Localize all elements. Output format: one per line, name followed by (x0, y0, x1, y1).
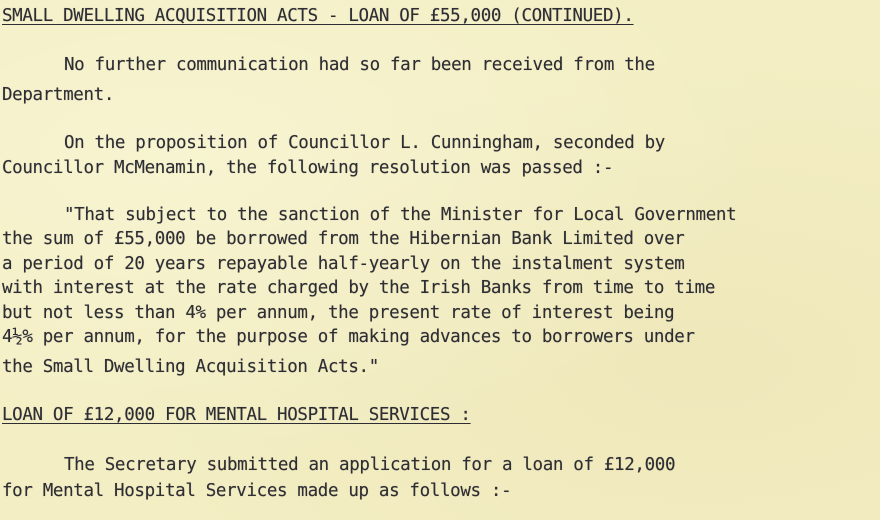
resolution-line: 4½% per annum, for the purpose of making advances to borrowers under (2, 327, 695, 347)
paragraph-line: Department. (2, 85, 115, 105)
resolution-line: the Small Dwelling Acquisition Acts." (2, 357, 379, 377)
paragraph-line: for Mental Hospital Services made up as follows :- (2, 481, 512, 501)
paragraph-line: On the proposition of Councillor L. Cunningham, seconded by (64, 133, 665, 153)
paragraph-line: The Secretary submitted an application for a loan of £12,000 (64, 455, 676, 475)
resolution-line: "That subject to the sanction of the Minister for Local Government (64, 205, 737, 225)
section-heading-small-dwelling: SMALL DWELLING ACQUISITION ACTS - LOAN OF £55,000 (CONTINUED). (2, 6, 634, 26)
resolution-line: but not less than 4% per annum, the present rate of interest being (2, 303, 675, 323)
resolution-line: with interest at the rate charged by the Irish Banks from time to time (2, 278, 716, 298)
paragraph-line: Councillor McMenamin, the following resolution was passed :- (2, 158, 614, 178)
section-heading-mental-hospital: LOAN OF £12,000 FOR MENTAL HOSPITAL SERVICES : (2, 405, 471, 425)
resolution-line: the sum of £55,000 be borrowed from the Hibernian Bank Limited over (2, 229, 685, 249)
resolution-line: a period of 20 years repayable half-yearly on the instalment system (2, 254, 685, 274)
paragraph-line: No further communication had so far been received from the (64, 55, 655, 75)
